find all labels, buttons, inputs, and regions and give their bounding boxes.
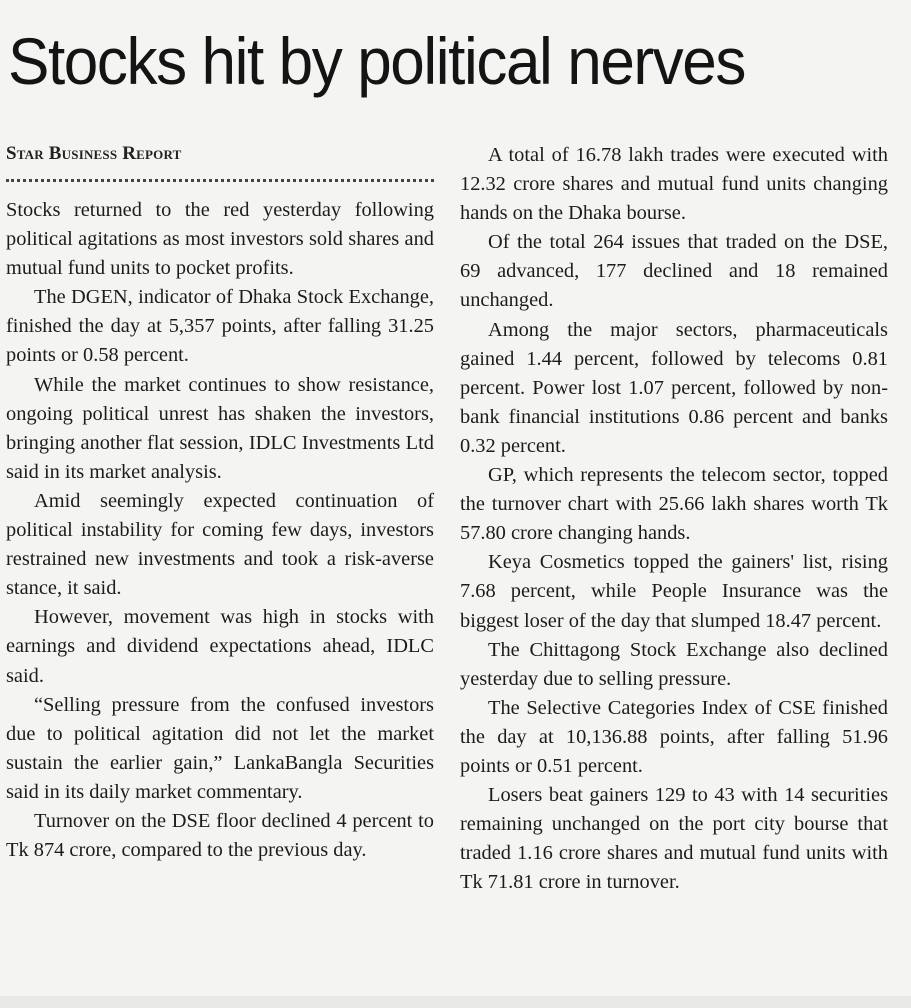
paragraph: Turnover on the DSE floor declined 4 percent to Tk 874 crore, compared to the previous day. [6, 809, 434, 862]
byline: Star Business Report [6, 143, 182, 164]
paragraph: Of the total 264 issues that traded on the DSE, 69 advanced, 177 declined and 18 remained unchanged. [460, 231, 888, 312]
page-bottom-edge [0, 996, 911, 1008]
paragraph: Keya Cosmetics topped the gainers' list, rising 7.68 percent, while People Insurance was the biggest loser of the day that slumped 18.47 percent. [460, 551, 888, 632]
headline: Stocks hit by political nerves [8, 24, 745, 98]
paragraph: The Chittagong Stock Exchange also declined yesterday due to selling pressure. [460, 638, 888, 690]
paragraph: Stocks returned to the red yesterday following political agitations as most investors sold shares and mutual fund units to pocket profits. [6, 199, 434, 280]
article-column-right [460, 141, 888, 897]
paragraph: “Selling pressure from the confused investors due to political agitation did not let the market sustain the earlier gain,” LankaBangla Securities said in its daily market commentary. [6, 693, 434, 803]
paragraph: Among the major sectors, pharmaceuticals gained 1.44 percent, followed by telecoms 0.81 percent. Power lost 1.07 percent, followed by non-bank financial institutions 0.86 percent and banks 0.32 percent. [460, 318, 888, 457]
paragraph: Losers beat gainers 129 to 43 with 14 securities remaining unchanged on the port city bourse that traded 1.16 crore shares and mutual fund units with Tk 71.81 crore in turnover. [460, 784, 888, 894]
dotted-divider [6, 179, 434, 186]
paragraph: The Selective Categories Index of CSE finished the day at 10,136.88 points, after falling 51.96 points or 0.51 percent. [460, 696, 888, 777]
paragraph: A total of 16.78 lakh trades were executed with 12.32 crore shares and mutual fund units changing hands on the Dhaka bourse. [460, 144, 888, 225]
paragraph: However, movement was high in stocks with earnings and dividend expectations ahead, IDLC said. [6, 606, 434, 687]
article-column-left [6, 141, 434, 865]
paragraph: The DGEN, indicator of Dhaka Stock Exchange, finished the day at 5,357 points, after falling 31.25 points or 0.58 percent. [6, 286, 434, 367]
paragraph: While the market continues to show resistance, ongoing political unrest has shaken the investors, bringing another flat session, IDLC Investments Ltd said in its market analysis. [6, 373, 434, 483]
paragraph: Amid seemingly expected continuation of political instability for coming few days, investors restrained new investments and took a risk-averse stance, it said. [6, 489, 434, 600]
paragraph: GP, which represents the telecom sector, topped the turnover chart with 25.66 lakh shares worth Tk 57.80 crore changing hands. [460, 464, 888, 545]
